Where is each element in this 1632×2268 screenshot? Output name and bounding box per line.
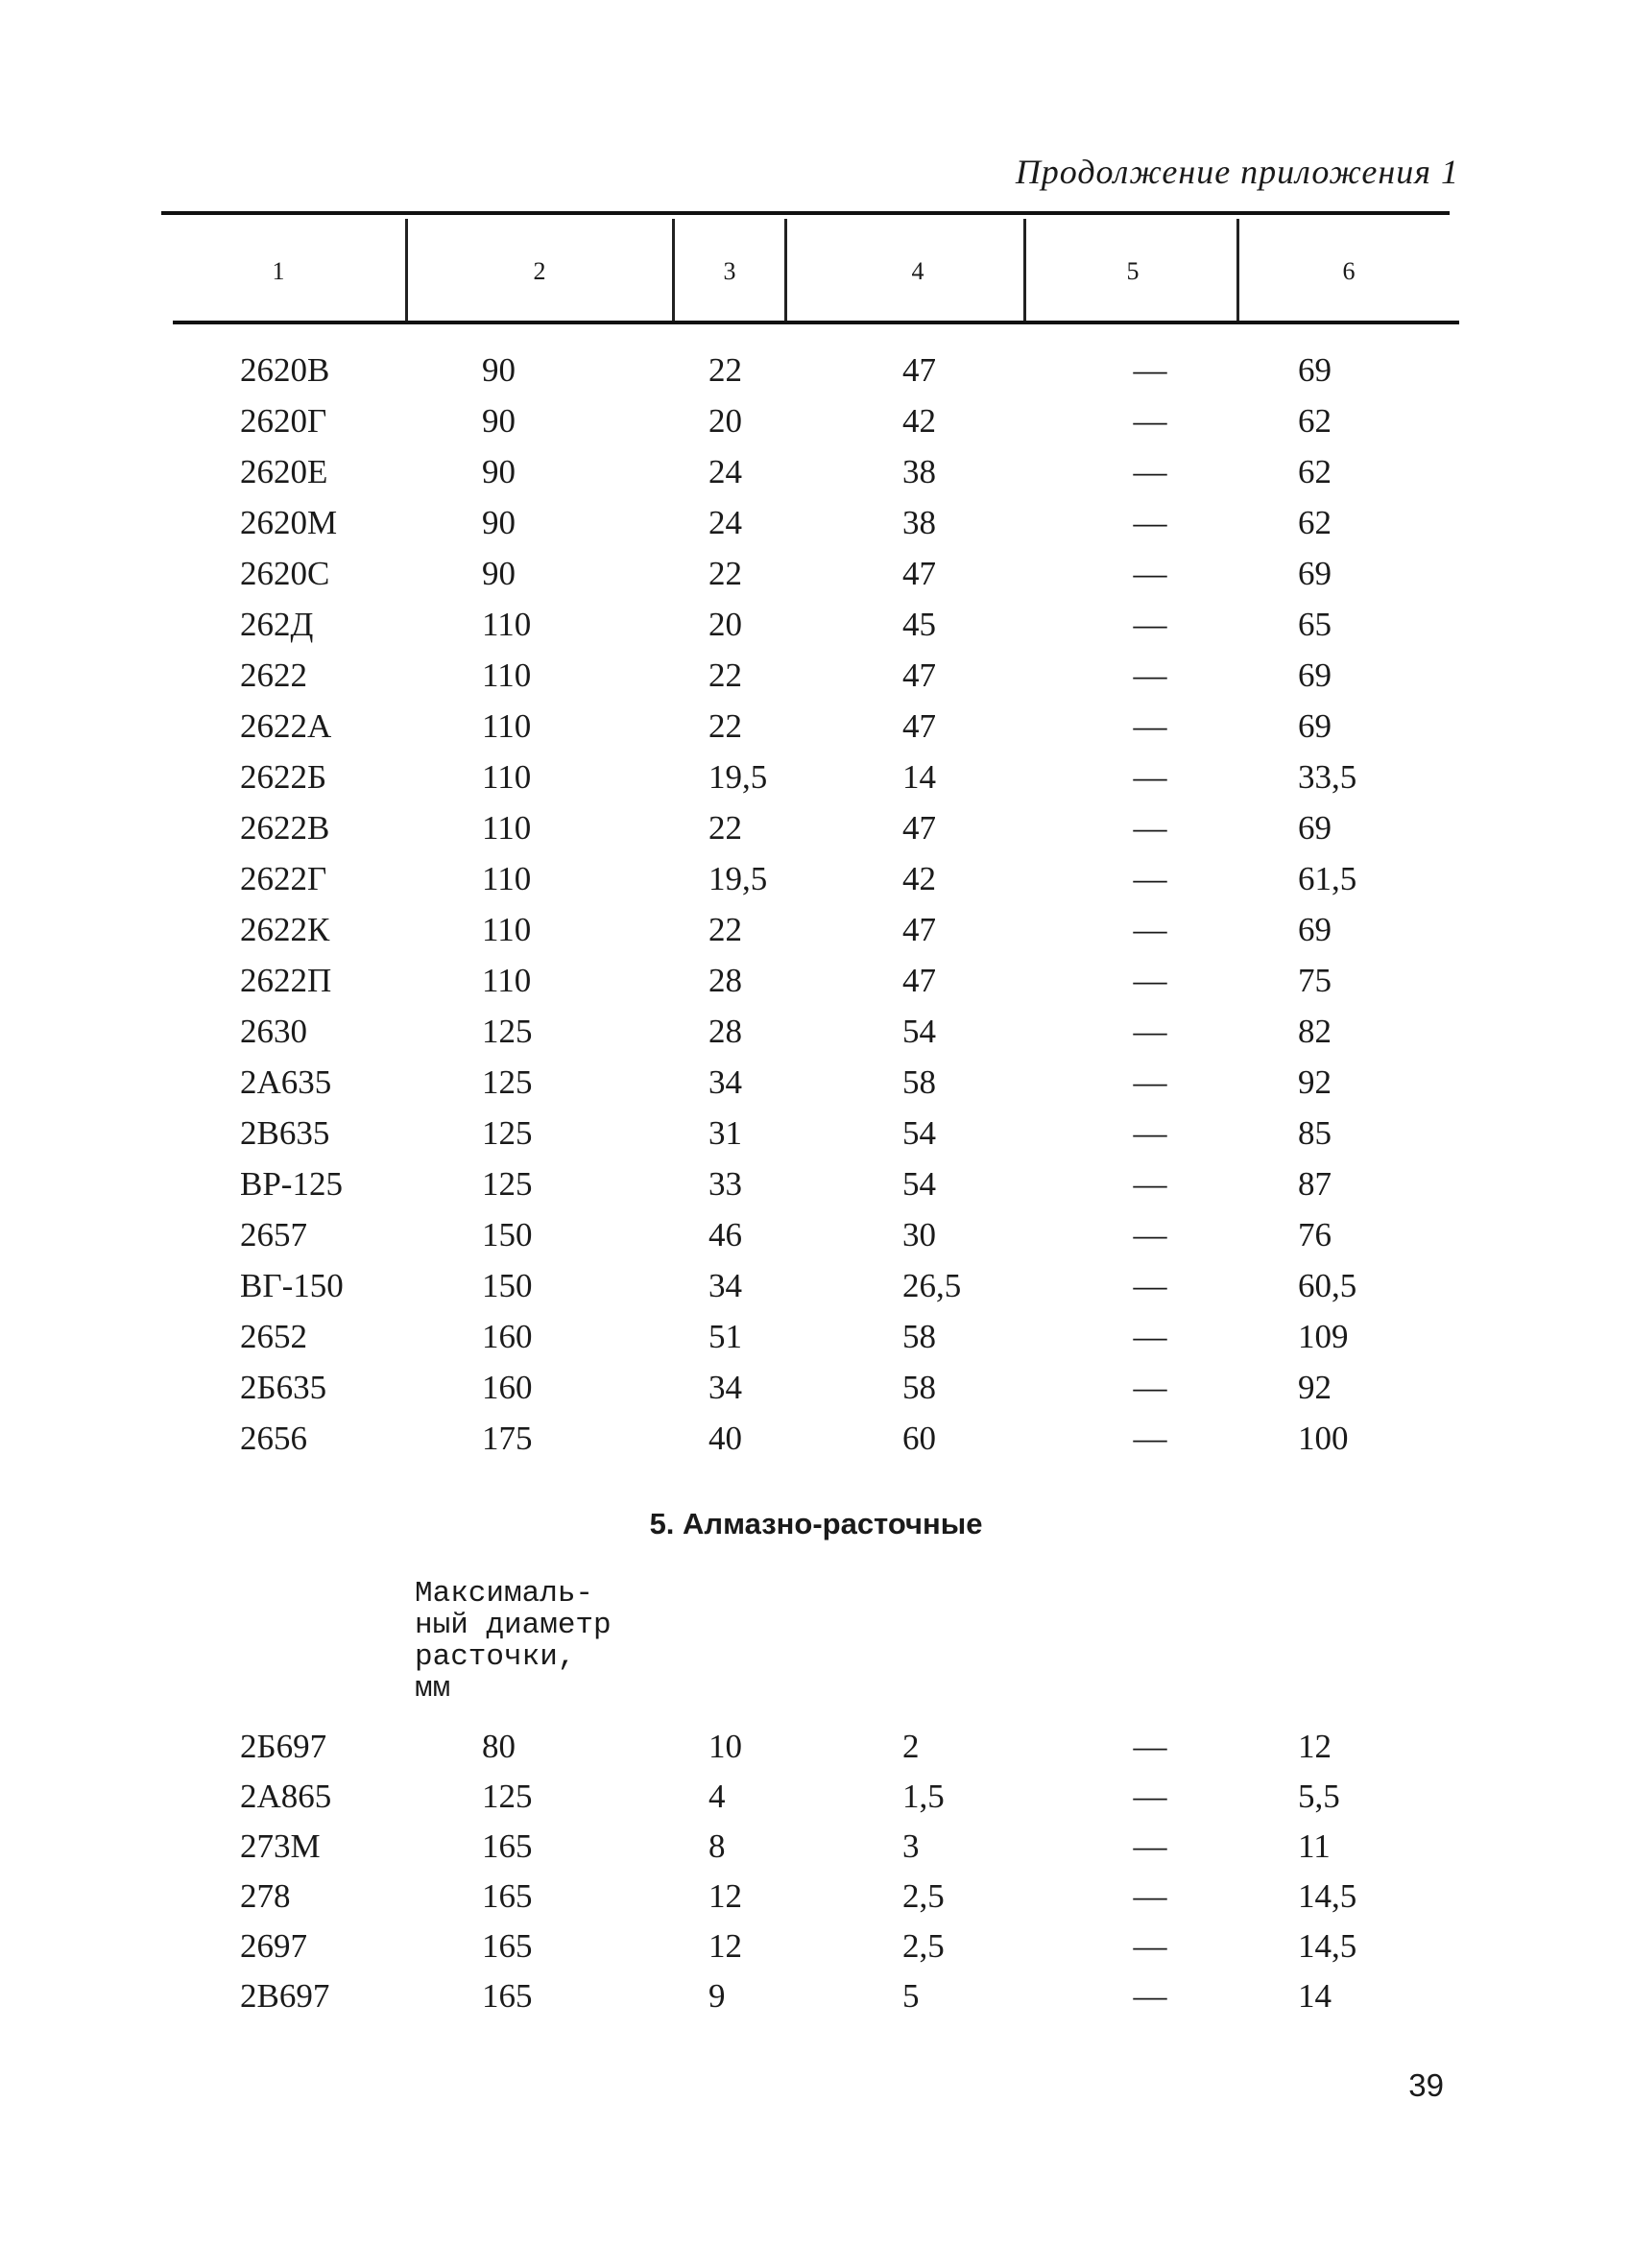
table-cell-c3: 10 <box>708 1728 742 1765</box>
table-cell-c6: 5,5 <box>1298 1778 1340 1815</box>
table-cell-c4: 47 <box>902 657 936 694</box>
table-cell-c6: 69 <box>1298 351 1332 389</box>
table-cell-c6: 69 <box>1298 707 1332 745</box>
section-title: 5. Алмазно-расточные <box>649 1507 983 1540</box>
table-row <box>0 657 1632 707</box>
table-cell-c2: 125 <box>482 1114 533 1152</box>
table-cell-c6: 92 <box>1298 1369 1332 1406</box>
table-cell-c4: 54 <box>902 1165 936 1203</box>
table-cell-c1: 2622П <box>240 962 332 999</box>
table-cell-c5: — <box>1133 657 1167 694</box>
table-row <box>0 1420 1632 1470</box>
table-header-rule <box>173 321 1459 324</box>
column-divider <box>1236 219 1239 321</box>
table-cell-c2: 125 <box>482 1063 533 1101</box>
table-cell-c3: 8 <box>708 1827 726 1865</box>
table-cell-c4: 47 <box>902 707 936 745</box>
table-cell-c5: — <box>1133 402 1167 440</box>
table-cell-c5: — <box>1133 1728 1167 1765</box>
table-cell-c2: 125 <box>482 1165 533 1203</box>
table-cell-c2: 175 <box>482 1420 533 1457</box>
table-cell-c5: — <box>1133 707 1167 745</box>
table-cell-c4: 58 <box>902 1369 936 1406</box>
table-cell-c5: — <box>1133 1827 1167 1865</box>
table-cell-c2: 125 <box>482 1013 533 1050</box>
table-cell-c5: — <box>1133 453 1167 490</box>
table-cell-c2: 110 <box>482 657 532 694</box>
table-cell-c3: 51 <box>708 1318 742 1355</box>
table-cell-c5: — <box>1133 911 1167 948</box>
table-cell-c1: 2622 <box>240 657 307 694</box>
table-cell-c6: 69 <box>1298 555 1332 592</box>
table-cell-c6: 14 <box>1298 1977 1332 2015</box>
table-cell-c5: — <box>1133 1114 1167 1152</box>
table-cell-c4: 38 <box>902 453 936 490</box>
table-cell-c6: 62 <box>1298 504 1332 541</box>
table-cell-c4: 14 <box>902 758 936 796</box>
table-row <box>0 1318 1632 1369</box>
table-cell-c2: 110 <box>482 758 532 796</box>
table-cell-c4: 5 <box>902 1977 920 2015</box>
table-cell-c3: 34 <box>708 1063 742 1101</box>
table-cell-c6: 76 <box>1298 1216 1332 1253</box>
column-divider <box>405 219 408 321</box>
table-cell-c4: 58 <box>902 1318 936 1355</box>
table-cell-c3: 24 <box>708 453 742 490</box>
column-divider <box>784 219 787 321</box>
table-row <box>0 1728 1632 1778</box>
caption-line: мм <box>415 1672 451 1706</box>
table-cell-c5: — <box>1133 1063 1167 1101</box>
table-cell-c1: 2657 <box>240 1216 307 1253</box>
table-cell-c2: 165 <box>482 1827 533 1865</box>
table-cell-c6: 82 <box>1298 1013 1332 1050</box>
table-cell-c1: 2Б635 <box>240 1369 327 1406</box>
table-cell-c4: 54 <box>902 1114 936 1152</box>
table-row <box>0 1827 1632 1877</box>
table-row <box>0 707 1632 758</box>
table-cell-c3: 40 <box>708 1420 742 1457</box>
table-row <box>0 402 1632 453</box>
table-row <box>0 1778 1632 1827</box>
table-body <box>0 351 1632 1470</box>
table-cell-c3: 34 <box>708 1369 742 1406</box>
table-row <box>0 351 1632 402</box>
table-cell-c4: 2,5 <box>902 1927 945 1965</box>
column-header-2: 2 <box>533 257 546 285</box>
table-cell-c2: 90 <box>482 402 516 440</box>
table-cell-c1: 2622Г <box>240 860 327 897</box>
table-cell-c5: — <box>1133 555 1167 592</box>
table-cell-c6: 100 <box>1298 1420 1349 1457</box>
table-cell-c2: 110 <box>482 860 532 897</box>
column-header-4: 4 <box>911 257 924 285</box>
table-cell-c6: 12 <box>1298 1728 1332 1765</box>
table-cell-c2: 90 <box>482 555 516 592</box>
table-cell-c1: 278 <box>240 1877 291 1915</box>
column-header-6: 6 <box>1342 257 1356 285</box>
table-cell-c2: 125 <box>482 1778 533 1815</box>
table-row <box>0 606 1632 657</box>
table-cell-c4: 47 <box>902 962 936 999</box>
table-cell-c4: 45 <box>902 606 936 643</box>
table-cell-c2: 80 <box>482 1728 516 1765</box>
table-cell-c3: 20 <box>708 402 742 440</box>
caption-line: расточки, <box>415 1640 576 1674</box>
table-row <box>0 1977 1632 2027</box>
column-divider <box>672 219 675 321</box>
table-row <box>0 911 1632 962</box>
table-cell-c5: — <box>1133 351 1167 389</box>
table-cell-c4: 3 <box>902 1827 920 1865</box>
table-row <box>0 1267 1632 1318</box>
table-cell-c4: 42 <box>902 402 936 440</box>
table-cell-c5: — <box>1133 1877 1167 1915</box>
table-cell-c1: 2А865 <box>240 1778 332 1815</box>
table-cell-c1: 2620С <box>240 555 330 592</box>
table-cell-c1: 262Д <box>240 606 314 643</box>
table-cell-c4: 47 <box>902 555 936 592</box>
table-cell-c3: 28 <box>708 962 742 999</box>
table-cell-c3: 20 <box>708 606 742 643</box>
table-cell-c2: 165 <box>482 1927 533 1965</box>
table-cell-c3: 46 <box>708 1216 742 1253</box>
table-cell-c1: ВГ-150 <box>240 1267 344 1304</box>
table-cell-c6: 75 <box>1298 962 1332 999</box>
table-cell-c2: 90 <box>482 504 516 541</box>
table-cell-c6: 62 <box>1298 402 1332 440</box>
table-row <box>0 1369 1632 1420</box>
table-cell-c3: 22 <box>708 555 742 592</box>
table-cell-c2: 110 <box>482 911 532 948</box>
table-row <box>0 1165 1632 1216</box>
table-cell-c3: 22 <box>708 351 742 389</box>
table-cell-c4: 1,5 <box>902 1778 945 1815</box>
table-cell-c1: 2622В <box>240 809 330 847</box>
table-cell-c5: — <box>1133 860 1167 897</box>
table-cell-c2: 110 <box>482 606 532 643</box>
table-cell-c6: 109 <box>1298 1318 1349 1355</box>
table-cell-c6: 92 <box>1298 1063 1332 1101</box>
table-top-rule <box>161 211 1450 215</box>
table-cell-c6: 69 <box>1298 809 1332 847</box>
table-cell-c4: 60 <box>902 1420 936 1457</box>
table-cell-c1: 2Б697 <box>240 1728 327 1765</box>
table-cell-c6: 65 <box>1298 606 1332 643</box>
table-cell-c2: 150 <box>482 1216 533 1253</box>
table-cell-c1: 2В697 <box>240 1977 330 2015</box>
table-cell-c2: 90 <box>482 351 516 389</box>
table-cell-c1: 2В635 <box>240 1114 330 1152</box>
column-header-3: 3 <box>723 257 736 285</box>
table-cell-c5: — <box>1133 1267 1167 1304</box>
table-cell-c3: 12 <box>708 1927 742 1965</box>
column-caption <box>415 1578 703 1705</box>
table-cell-c4: 38 <box>902 504 936 541</box>
table-row <box>0 1114 1632 1165</box>
table-cell-c6: 69 <box>1298 657 1332 694</box>
table-cell-c3: 28 <box>708 1013 742 1050</box>
table-cell-c6: 85 <box>1298 1114 1332 1152</box>
column-header-5: 5 <box>1126 257 1140 285</box>
table-cell-c5: — <box>1133 758 1167 796</box>
table-cell-c1: 2620В <box>240 351 330 389</box>
table-cell-c5: — <box>1133 1778 1167 1815</box>
table-cell-c1: 2620Е <box>240 453 328 490</box>
table-cell-c4: 26,5 <box>902 1267 962 1304</box>
table-row <box>0 555 1632 606</box>
table-cell-c4: 42 <box>902 860 936 897</box>
table-cell-c2: 150 <box>482 1267 533 1304</box>
table-cell-c1: 2620М <box>240 504 338 541</box>
section-table-body <box>0 1728 1632 2027</box>
table-cell-c1: ВР-125 <box>240 1165 343 1203</box>
table-cell-c6: 33,5 <box>1298 758 1357 796</box>
table-cell-c3: 4 <box>708 1778 726 1815</box>
table-cell-c5: — <box>1133 1420 1167 1457</box>
table-cell-c1: 2622Б <box>240 758 327 796</box>
table-cell-c3: 34 <box>708 1267 742 1304</box>
table-cell-c1: 2652 <box>240 1318 307 1355</box>
table-cell-c5: — <box>1133 606 1167 643</box>
table-cell-c5: — <box>1133 1165 1167 1203</box>
table-cell-c5: — <box>1133 1013 1167 1050</box>
table-cell-c5: — <box>1133 1318 1167 1355</box>
table-cell-c5: — <box>1133 1927 1167 1965</box>
table-cell-c6: 87 <box>1298 1165 1332 1203</box>
table-cell-c6: 62 <box>1298 453 1332 490</box>
table-row <box>0 1063 1632 1114</box>
table-cell-c3: 19,5 <box>708 758 768 796</box>
table-cell-c2: 90 <box>482 453 516 490</box>
table-row <box>0 1927 1632 1977</box>
page-number: 39 <box>1408 2067 1444 2103</box>
table-cell-c6: 14,5 <box>1298 1877 1357 1915</box>
table-cell-c5: — <box>1133 1216 1167 1253</box>
table-cell-c2: 160 <box>482 1318 533 1355</box>
table-cell-c1: 2622А <box>240 707 332 745</box>
running-head: Продолжение приложения 1 <box>1015 153 1459 191</box>
table-cell-c2: 160 <box>482 1369 533 1406</box>
table-row <box>0 860 1632 911</box>
table-cell-c2: 110 <box>482 707 532 745</box>
table-cell-c6: 11 <box>1298 1827 1331 1865</box>
column-header-1: 1 <box>272 257 285 285</box>
table-cell-c2: 165 <box>482 1977 533 2015</box>
table-cell-c4: 54 <box>902 1013 936 1050</box>
table-row <box>0 758 1632 809</box>
table-cell-c3: 22 <box>708 657 742 694</box>
table-cell-c3: 22 <box>708 911 742 948</box>
table-cell-c6: 61,5 <box>1298 860 1357 897</box>
table-row <box>0 1013 1632 1063</box>
table-cell-c4: 30 <box>902 1216 936 1253</box>
table-cell-c4: 2 <box>902 1728 920 1765</box>
table-cell-c6: 14,5 <box>1298 1927 1357 1965</box>
table-row <box>0 962 1632 1013</box>
table-cell-c1: 2656 <box>240 1420 307 1457</box>
column-divider <box>1023 219 1026 321</box>
table-row <box>0 809 1632 860</box>
table-row <box>0 504 1632 555</box>
table-cell-c2: 110 <box>482 809 532 847</box>
table-cell-c4: 47 <box>902 809 936 847</box>
caption-line: Максималь- <box>415 1577 594 1611</box>
table-cell-c6: 69 <box>1298 911 1332 948</box>
table-row <box>0 1216 1632 1267</box>
table-cell-c4: 47 <box>902 911 936 948</box>
table-cell-c3: 12 <box>708 1877 742 1915</box>
table-cell-c1: 2622К <box>240 911 330 948</box>
table-cell-c3: 33 <box>708 1165 742 1203</box>
table-cell-c5: — <box>1133 504 1167 541</box>
table-row <box>0 1877 1632 1927</box>
table-cell-c2: 165 <box>482 1877 533 1915</box>
table-cell-c3: 24 <box>708 504 742 541</box>
table-cell-c4: 58 <box>902 1063 936 1101</box>
table-cell-c6: 60,5 <box>1298 1267 1357 1304</box>
table-cell-c3: 22 <box>708 809 742 847</box>
table-cell-c1: 2А635 <box>240 1063 332 1101</box>
table-cell-c4: 47 <box>902 351 936 389</box>
table-cell-c3: 22 <box>708 707 742 745</box>
table-cell-c3: 19,5 <box>708 860 768 897</box>
table-cell-c4: 2,5 <box>902 1877 945 1915</box>
table-cell-c2: 110 <box>482 962 532 999</box>
table-cell-c5: — <box>1133 962 1167 999</box>
table-row <box>0 453 1632 504</box>
table-cell-c1: 2630 <box>240 1013 307 1050</box>
table-cell-c1: 273М <box>240 1827 321 1865</box>
table-cell-c5: — <box>1133 809 1167 847</box>
table-cell-c5: — <box>1133 1369 1167 1406</box>
table-cell-c3: 9 <box>708 1977 726 2015</box>
caption-line: ный диаметр <box>415 1609 612 1642</box>
table-cell-c1: 2697 <box>240 1927 307 1965</box>
table-cell-c5: — <box>1133 1977 1167 2015</box>
table-cell-c1: 2620Г <box>240 402 327 440</box>
table-cell-c3: 31 <box>708 1114 742 1152</box>
